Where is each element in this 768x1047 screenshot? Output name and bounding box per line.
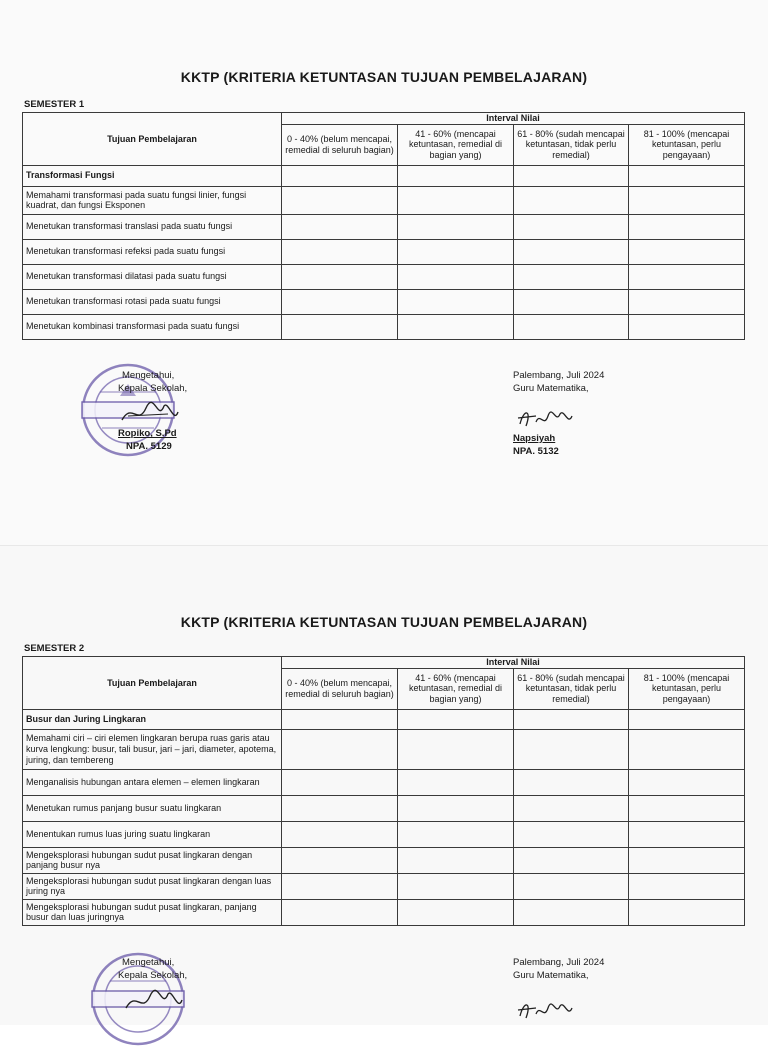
header-col-0-40: 0 - 40% (belum mencapai, remedial di seluruh bagian) bbox=[282, 668, 398, 709]
signature-block-right bbox=[513, 956, 693, 982]
table-row bbox=[23, 214, 745, 239]
signature-block-left bbox=[118, 956, 228, 982]
table-row bbox=[23, 847, 745, 873]
table-row bbox=[23, 709, 745, 729]
section-title: Busur dan Juring Lingkaran bbox=[23, 709, 282, 729]
objective-cell: Mengeksplorasi hubungan sudut pusat lingkaran dengan luas juring nya bbox=[23, 873, 282, 899]
table-row bbox=[23, 873, 745, 899]
kktp-table-semester-1 bbox=[22, 112, 745, 340]
objective-cell: Menetukan kombinasi transformasi pada suatu fungsi bbox=[23, 314, 282, 339]
objective-cell: Memahami ciri – ciri elemen lingkaran berupa ruas garis atau kurva lengkung: busur, tali busur, jari – jari, diameter, apotema, juring, dan tembereng bbox=[23, 729, 282, 769]
page-title: KKTP (KRITERIA KETUNTASAN TUJUAN PEMBELAJARAN) bbox=[180, 69, 588, 85]
teacher-role-label: Guru Matematika, bbox=[513, 970, 589, 981]
table-row bbox=[23, 239, 745, 264]
acknowledged-label: Mengetahui, bbox=[122, 957, 175, 968]
table-row bbox=[23, 264, 745, 289]
principal-signature-icon bbox=[122, 986, 186, 1016]
objective-cell: Menetukan transformasi refeksi pada suatu fungsi bbox=[23, 239, 282, 264]
page-title: KKTP (KRITERIA KETUNTASAN TUJUAN PEMBELAJARAN) bbox=[180, 614, 588, 630]
objective-cell: Menentukan rumus luas juring suatu lingkaran bbox=[23, 821, 282, 847]
principal-signature-icon bbox=[118, 398, 182, 428]
teacher-name: Napsiyah bbox=[513, 433, 556, 444]
objective-cell: Menetukan transformasi rotasi pada suatu fungsi bbox=[23, 289, 282, 314]
table-row bbox=[23, 314, 745, 339]
teacher-npa: NPA. 5132 bbox=[513, 446, 559, 457]
role-label: Kepala Sekolah, bbox=[118, 383, 188, 394]
sheet-semester-2 bbox=[0, 545, 768, 1025]
table-row bbox=[23, 165, 745, 186]
kktp-table-semester-2 bbox=[22, 656, 745, 926]
teacher-signature-icon bbox=[514, 996, 576, 1025]
objective-cell: Menetukan rumus panjang busur suatu lingkaran bbox=[23, 795, 282, 821]
place-date-label: Palembang, Juli 2024 bbox=[513, 957, 605, 968]
objective-cell: Mengeksplorasi hubungan sudut pusat lingkaran, panjang busur dan luas juringnya bbox=[23, 899, 282, 925]
header-col-81-100: 81 - 100% (mencapai ketuntasan, perlu pengayaan) bbox=[629, 124, 745, 165]
semester-label: SEMESTER 2 bbox=[24, 643, 85, 654]
table-row bbox=[23, 795, 745, 821]
header-col-41-60: 41 - 60% (mencapai ketuntasan, remedial di bagian yang) bbox=[398, 668, 514, 709]
principal-npa: NPA. 5129 bbox=[126, 441, 172, 452]
header-tujuan: Tujuan Pembelajaran bbox=[23, 113, 282, 166]
objective-cell: Menetukan transformasi dilatasi pada suatu fungsi bbox=[23, 264, 282, 289]
header-interval: Interval Nilai bbox=[282, 657, 745, 669]
objective-cell: Memahami transformasi pada suatu fungsi linier, fungsi kuadrat, dan fungsi Eksponen bbox=[23, 186, 282, 214]
role-label: Kepala Sekolah, bbox=[118, 970, 188, 981]
semester-label: SEMESTER 1 bbox=[24, 99, 85, 110]
principal-name: Ropiko, S.Pd bbox=[118, 428, 177, 439]
objective-cell: Mengeksplorasi hubungan sudut pusat lingkaran dengan panjang busur nya bbox=[23, 847, 282, 873]
table-row bbox=[23, 186, 745, 214]
table-row bbox=[23, 769, 745, 795]
header-interval: Interval Nilai bbox=[282, 113, 745, 125]
objective-cell: Menganalisis hubungan antara elemen – elemen lingkaran bbox=[23, 769, 282, 795]
header-col-61-80: 61 - 80% (sudah mencapai ketuntasan, tidak perlu remedial) bbox=[514, 668, 629, 709]
header-col-61-80: 61 - 80% (sudah mencapai ketuntasan, tidak perlu remedial) bbox=[514, 124, 629, 165]
table-row bbox=[23, 729, 745, 769]
header-col-0-40: 0 - 40% (belum mencapai, remedial di seluruh bagian) bbox=[282, 124, 398, 165]
objective-cell: Menetukan transformasi translasi pada suatu fungsi bbox=[23, 214, 282, 239]
header-col-81-100: 81 - 100% (mencapai ketuntasan, perlu pengayaan) bbox=[629, 668, 745, 709]
table-row bbox=[23, 899, 745, 925]
teacher-signature-icon bbox=[514, 404, 576, 434]
header-tujuan: Tujuan Pembelajaran bbox=[23, 657, 282, 710]
place-date-label: Palembang, Juli 2024 bbox=[513, 370, 605, 381]
table-row bbox=[23, 289, 745, 314]
section-title: Transformasi Fungsi bbox=[23, 165, 282, 186]
teacher-role-label: Guru Matematika, bbox=[513, 383, 589, 394]
table-row bbox=[23, 821, 745, 847]
acknowledged-label: Mengetahui, bbox=[122, 370, 175, 381]
header-col-41-60: 41 - 60% (mencapai ketuntasan, remedial di bagian yang) bbox=[398, 124, 514, 165]
